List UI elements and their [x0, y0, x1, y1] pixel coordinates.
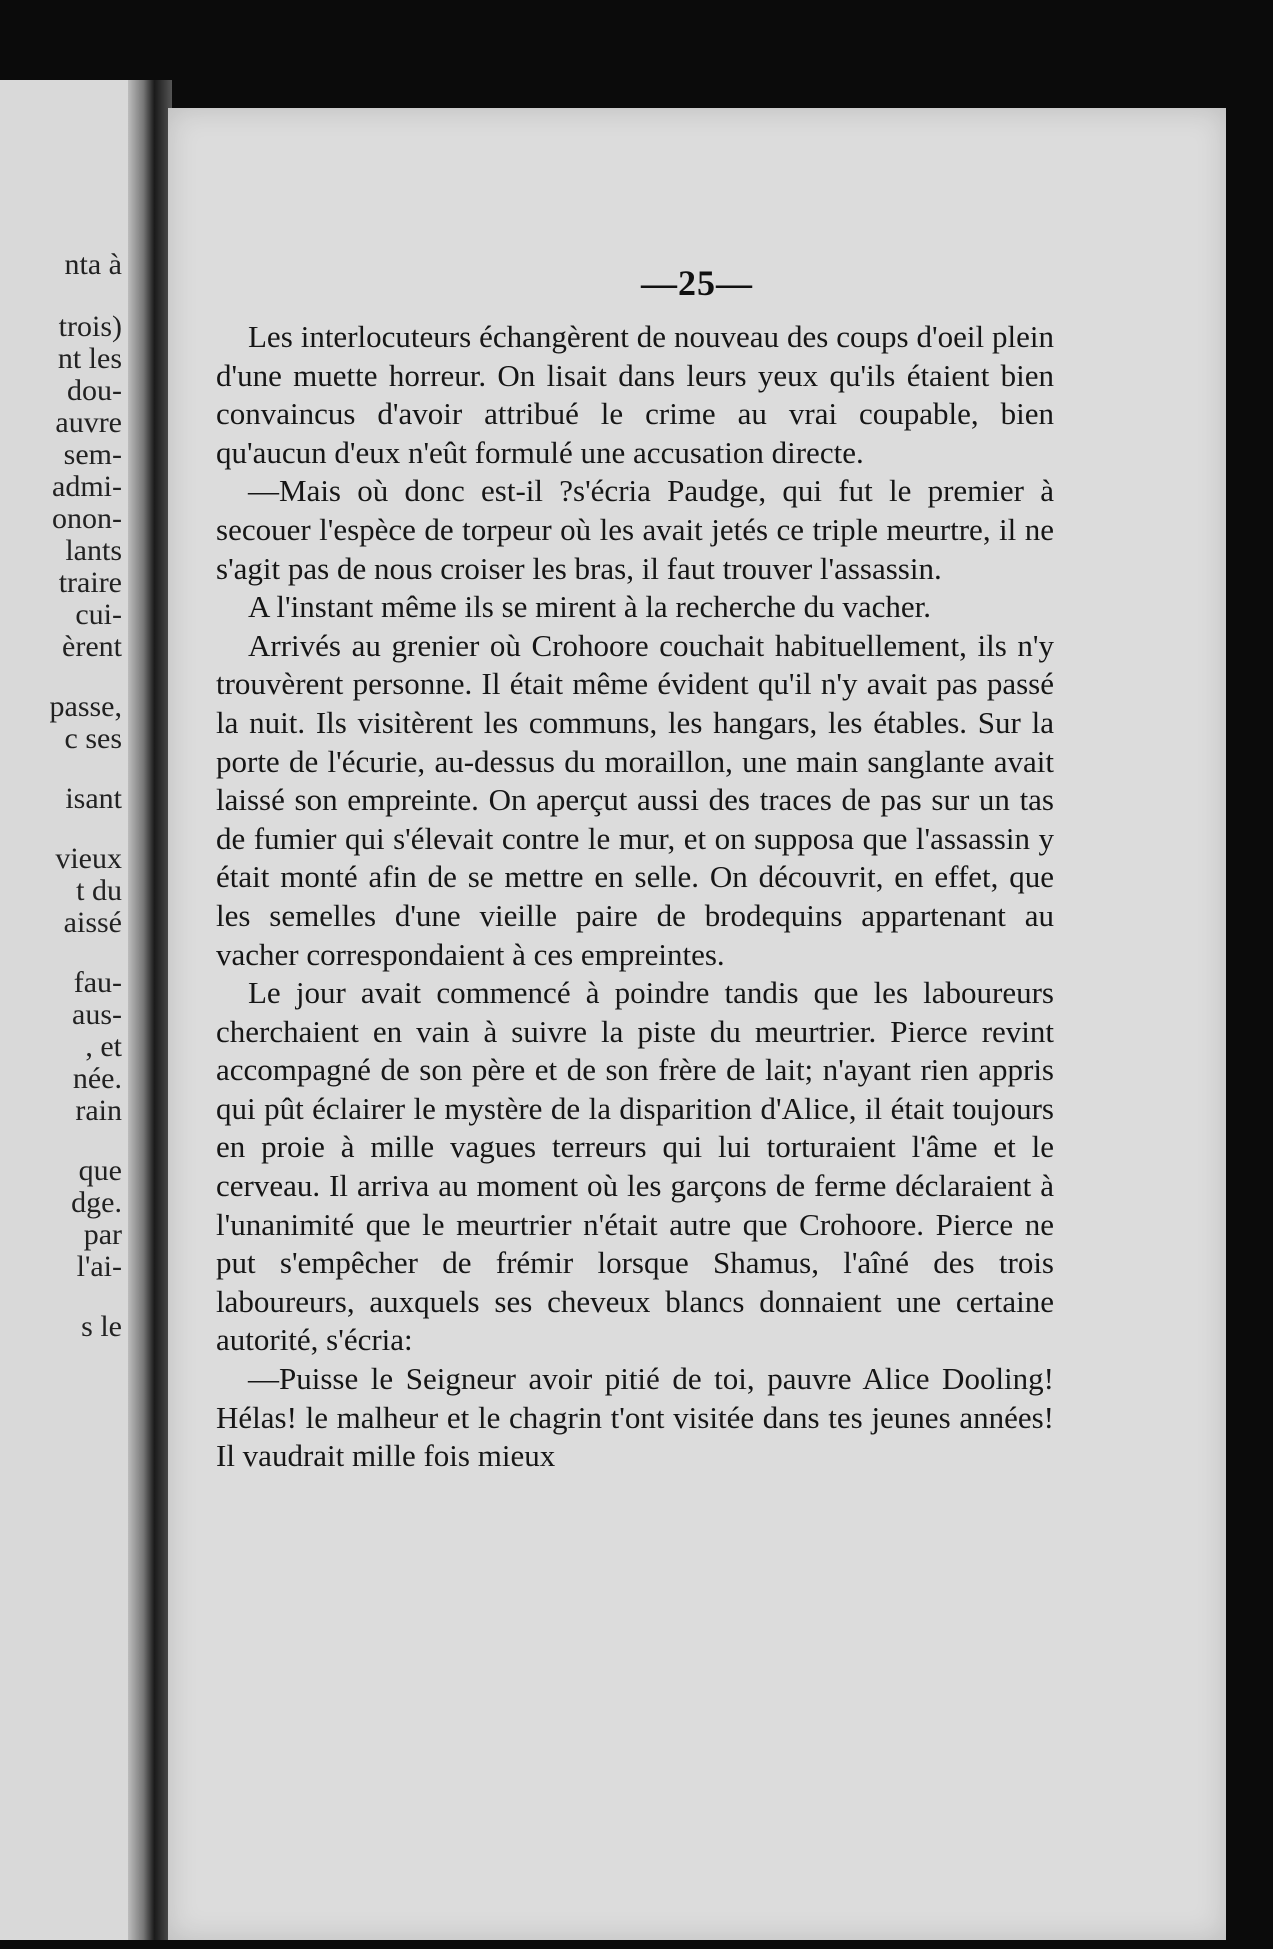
facing-text-line: nt les	[57, 342, 122, 375]
facing-text-line: trois)	[58, 310, 122, 343]
facing-text-line: traire	[58, 566, 122, 599]
facing-text-line: dou-	[67, 374, 122, 407]
facing-text-line: vieux	[55, 842, 122, 875]
facing-text-line: née.	[72, 1062, 122, 1095]
facing-page	[0, 80, 128, 1940]
paragraph: Le jour avait commencé à poindre tandis que les laboureurs cherchaient en vain à suivre la piste du meurtrier. Pierce revint accompagné de son père et de son frère de lait; n'ayant rien appris qui pût éclairer le mystère de la disparition d'Alice, il était toujours en proie à mille vagues terreurs qui lui torturaient l'âme et le cerveau. Il arriva au moment où les garçons de ferme déclaraient à l'unanimité que le meurtrier n'était autre que Crohoore. Pierce ne put s'empêcher de frémir lorsque Shamus, l'aîné des trois laboureurs, auxquels ses cheveux blancs donnaient une certaine autorité, s'écria:	[216, 975, 1054, 1358]
facing-text-line: rain	[75, 1094, 122, 1127]
facing-text-line: , et	[85, 1030, 122, 1063]
facing-text-line: passe,	[49, 690, 122, 723]
page-text	[216, 318, 1054, 1476]
facing-text-line: l'ai-	[76, 1250, 122, 1283]
facing-text-line: admi-	[52, 470, 122, 503]
paragraph: Les interlocuteurs échangèrent de nouveau des coups d'oeil plein d'une muette horreur. On lisait dans leurs yeux qu'ils étaient bien convaincus d'avoir attribué le crime au vrai coupable, bien qu'aucun d'eux n'eût formulé une accusation directe.	[216, 319, 1054, 470]
facing-text-line: que	[78, 1154, 122, 1187]
facing-text-line: s le	[81, 1310, 122, 1343]
facing-text-line: aissé	[63, 906, 122, 939]
paragraph: Arrivés au grenier où Crohoore couchait habituellement, ils n'y trouvèrent personne. Il était même évident qu'il n'y avait pas passé la nuit. Ils visitèrent les communs, les hangars, les étables. Sur la porte de l'écurie, au-dessus du moraillon, une main sanglante avait laissé son empreinte. On aperçut aussi des traces de pas sur un tas de fumier qui s'élevait contre le mur, et on supposa que l'assassin y était monté afin de se mettre en selle. On découvrit, en effet, que les semelles d'une vieille paire de brodequins appartenant au vacher correspondaient à ces empreintes.	[216, 627, 1054, 972]
facing-text-line: c ses	[64, 722, 122, 755]
facing-text-line: aus-	[72, 998, 122, 1031]
facing-text-line: onon-	[52, 502, 122, 535]
paragraph: A l'instant même ils se mirent à la recherche du vacher.	[248, 589, 932, 625]
page-number: —25—	[641, 263, 753, 303]
book-gutter	[128, 80, 172, 1940]
facing-text-line: auvre	[55, 406, 122, 439]
facing-text-line: dge.	[71, 1186, 122, 1219]
facing-text-line: isant	[65, 782, 122, 815]
facing-text-line: sem-	[63, 438, 122, 471]
facing-text-line: fau-	[73, 966, 122, 999]
facing-text-line: èrent	[62, 630, 122, 663]
facing-text-line: t du	[76, 874, 122, 907]
facing-text-line: par	[83, 1218, 122, 1251]
paragraph: —Puisse le Seigneur avoir pitié de toi, pauvre Alice Dooling! Hélas! le malheur et le chagrin t'ont visitée dans tes jeunes années! Il vaudrait mille fois mieux	[216, 1361, 1054, 1474]
book-page	[168, 108, 1226, 1940]
facing-text-line: nta à	[64, 248, 122, 281]
facing-text-line: cui-	[75, 598, 122, 631]
paragraph: —Mais où donc est-il ?s'écria Paudge, qui fut le premier à secouer l'espèce de torpeur où les avait jetés ce triple meurtre, il ne s'agit pas de nous croiser les bras, il faut trouver l'assassin.	[216, 473, 1054, 586]
scan-border	[1226, 80, 1273, 1949]
facing-text-line: lants	[65, 534, 122, 567]
